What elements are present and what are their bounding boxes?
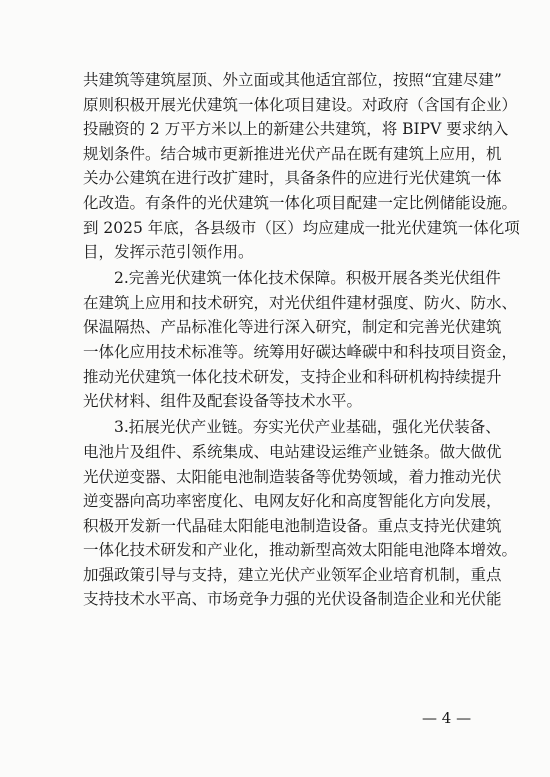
- text-line: 逆变器向高功率密度化、电网友好化和高度智能化方向发展，: [83, 492, 502, 511]
- text-line: 推动光伏建筑一体化技术研发，支持企业和科研机构持续提升: [83, 367, 502, 386]
- text-line: 原则积极开展光伏建筑一体化项目建设。对政府（含国有企业）: [83, 95, 518, 114]
- paragraph-industry-chain: [83, 415, 518, 612]
- text-line: 目，发挥示范引领作用。: [83, 243, 254, 262]
- text-line: 在建筑上应用和技术研究，对光伏组件建材强度、防火、防水、: [83, 293, 518, 312]
- text-line: 一体化技术研发和产业化，推动新型高效太阳能电池降本增效。: [83, 541, 518, 560]
- text-line: 一体化应用技术标准等。统筹用好碳达峰碳中和科技项目资金，: [83, 343, 518, 362]
- text-line: 关办公建筑在进行改扩建时，具备条件的应进行光伏建筑一体: [83, 169, 502, 188]
- text-line: 支持技术水平高、市场竞争力强的光伏设备制造企业和光伏能: [83, 590, 502, 609]
- text-line: 加强政策引导与支持，建立光伏产业领军企业培育机制，重点: [83, 565, 502, 584]
- text-line: 规划条件。结合城市更新推进光伏产品在既有建筑上应用，机: [83, 144, 502, 163]
- text-line: 化改造。有条件的光伏建筑一体化项目配建一定比例储能设施。: [83, 193, 518, 212]
- text-line: 到 2025 年底，各县级市（区）均应建成一批光伏建筑一体化项: [83, 218, 520, 237]
- text-line: 投融资的 2 万平方米以上的新建公共建筑，将 BIPV 要求纳入: [83, 120, 509, 139]
- text-line: 积极开发新一代晶硅太阳能电池制造设备。重点支持光伏建筑: [83, 516, 502, 535]
- page-number: — 4 —: [422, 709, 472, 727]
- paragraph-technical-support: [83, 266, 518, 414]
- text-line: 电池片及组件、系统集成、电站建设运维产业链条。做大做优: [83, 442, 502, 461]
- text-line: 光伏逆变器、太阳能电池制造装备等优势领域，着力推动光伏: [83, 467, 502, 486]
- paragraph-buildings: [83, 68, 520, 265]
- text-line: 共建筑等建筑屋顶、外立面或其他适宜部位，按照“宜建尽建”: [83, 71, 502, 89]
- text-line: 保温隔热、产品标准化等进行深入研究，制定和完善光伏建筑: [83, 318, 502, 337]
- body-text: [83, 68, 520, 614]
- text-line: 光伏材料、组件及配套设备等技术水平。: [83, 392, 363, 411]
- section-heading-line: 3.拓展光伏产业链。夯实光伏产业基础，强化光伏装备、: [114, 418, 501, 437]
- section-heading-line: 2.完善光伏建筑一体化技术保障。积极开展各类光伏组件: [114, 269, 501, 288]
